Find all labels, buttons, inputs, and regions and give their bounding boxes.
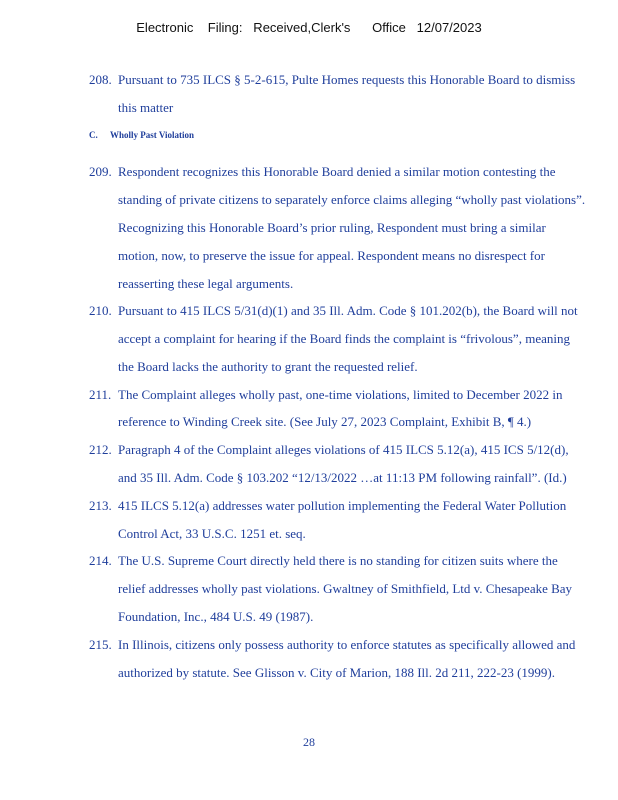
paragraph-number: 211. <box>89 387 112 402</box>
paragraph-number: 215. <box>89 637 112 652</box>
paragraph-number: 209. <box>89 164 112 179</box>
page-number: 28 <box>303 735 315 749</box>
paragraph-line: relief addresses wholly past violations. Gwaltney of Smithfield, Ltd v. Chesapeake Bay <box>118 581 573 596</box>
paragraph-line: In Illinois, citizens only possess authority to enforce statutes as specifically allowed and <box>118 637 576 652</box>
subheading-letter: C. <box>89 130 98 140</box>
paragraph-line: Pursuant to 415 ILCS 5/31(d)(1) and 35 Ill. Adm. Code § 101.202(b), the Board will not <box>118 303 578 318</box>
paragraph-number: 213. <box>89 498 112 513</box>
paragraph-line: Control Act, 33 U.S.C. 1251 et. seq. <box>118 526 306 541</box>
paragraph-line: Pursuant to 735 ILCS § 5-2-615, Pulte Homes requests this Honorable Board to dismiss <box>118 72 576 87</box>
paragraph-number: 210. <box>89 303 112 318</box>
paragraph-line: Recognizing this Honorable Board’s prior ruling, Respondent must bring a similar <box>118 220 546 235</box>
paragraph-number: 208. <box>89 72 112 87</box>
paragraph-line: the Board lacks the authority to grant the requested relief. <box>118 359 418 374</box>
paragraph-line: The U.S. Supreme Court directly held there is no standing for citizen suits where the <box>118 553 558 568</box>
paragraph-line: 415 ILCS 5.12(a) addresses water pollution implementing the Federal Water Pollution <box>118 498 567 513</box>
paragraph-line: Foundation, Inc., 484 U.S. 49 (1987). <box>118 609 314 624</box>
paragraph-line: reference to Winding Creek site. (See July 27, 2023 Complaint, Exhibit B, ¶ 4.) <box>118 414 532 429</box>
filing-header: Electronic Filing: Received,Clerk's Office 12/07/2023 <box>136 20 482 35</box>
paragraph-line: motion, now, to preserve the issue for appeal. Respondent means no disrespect for <box>118 248 545 263</box>
paragraph-line: authorized by statute. See Glisson v. City of Marion, 188 Ill. 2d 211, 222-23 (1999). <box>118 665 556 680</box>
paragraph-line: standing of private citizens to separately enforce claims alleging “wholly past violations”. <box>118 192 586 207</box>
paragraph-number: 214. <box>89 553 112 568</box>
paragraph-line: this matter <box>118 100 174 115</box>
paragraph-line: reasserting these legal arguments. <box>118 276 294 291</box>
paragraph-line: The Complaint alleges wholly past, one-time violations, limited to December 2022 in <box>118 387 563 402</box>
paragraph-line: and 35 Ill. Adm. Code § 103.202 “12/13/2022 …at 11:13 PM following rainfall”. (Id.) <box>118 470 567 485</box>
paragraph-line: accept a complaint for hearing if the Board finds the complaint is “frivolous”, meaning <box>118 331 570 346</box>
paragraph-line: Paragraph 4 of the Complaint alleges violations of 415 ILCS 5.12(a), 415 ICS 5/12(d), <box>118 442 569 457</box>
paragraph-number: 212. <box>89 442 112 457</box>
paragraph-line: Respondent recognizes this Honorable Board denied a similar motion contesting the <box>118 164 556 179</box>
subheading-title: Wholly Past Violation <box>110 130 195 140</box>
